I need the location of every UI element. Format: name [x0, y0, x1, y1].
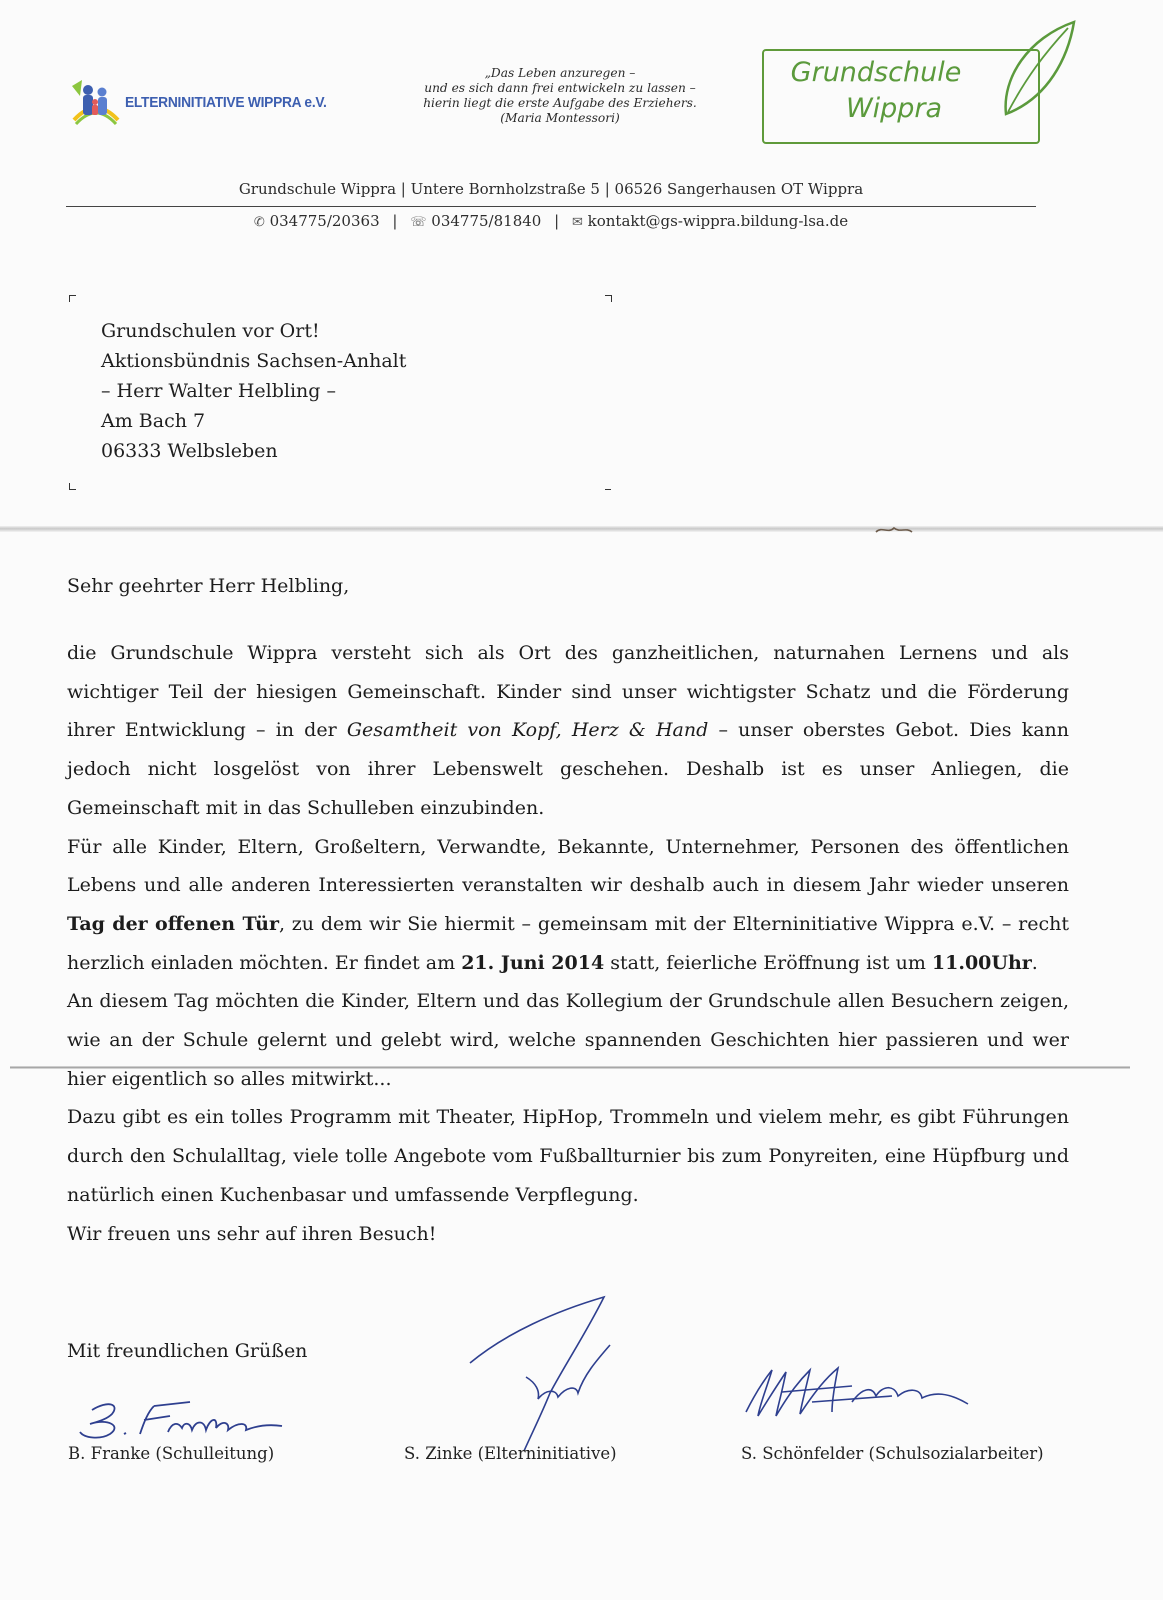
address-window-corner — [69, 295, 76, 302]
letter-body — [67, 634, 1069, 1253]
signatory-name: S. Schönfelder (Schulsozialarbeiter) — [741, 1444, 1044, 1463]
fax-icon: ☏ — [410, 215, 427, 230]
signature-zinke — [466, 1293, 636, 1453]
event-time: 11.00Uhr — [931, 951, 1032, 974]
paragraph: Wir freuen uns sehr auf ihren Besuch! — [67, 1222, 437, 1245]
signatory-name: S. Zinke (Elterninitiative) — [404, 1444, 617, 1463]
closing: Mit freundlichen Grüßen — [67, 1340, 308, 1362]
phone-icon: ✆ — [253, 215, 265, 230]
paper-fold — [0, 526, 1163, 532]
text: die Grundschule Wippra versteht sich als Ort des ganzheitlichen, naturnahen Lernens und als wichtiger Teil der hiesigen Gemeinschaft. Kinder sind unser wichtigster Schatz und die Förderung ihrer Entwicklung – in der — [67, 642, 1069, 742]
family-logo-icon — [70, 76, 122, 128]
recipient-line: Grundschulen vor Ort! — [101, 320, 320, 342]
emphasis: Gesamtheit von Kopf, Herz & Hand — [346, 719, 709, 742]
leaf-icon — [998, 18, 1078, 128]
text: statt, feierliche Eröffnung ist um — [604, 951, 932, 974]
address-window-corner — [605, 483, 611, 490]
address-window-corner — [605, 295, 612, 302]
text: Für alle Kinder, Eltern, Großeltern, Verwandte, Bekannte, Unternehmer, Personen des öffentlichen Lebens und alle anderen Interessierten veranstalten wir deshalb auch in diesem Jahr wieder unseren — [67, 835, 1069, 897]
text: , zu dem wir Sie hiermit – gemeinsam mit der Elterninitiative Wippra e.V. – recht herzlich einladen möchten. Er findet am — [67, 912, 1069, 974]
school-logo-line2: Wippra — [845, 93, 943, 124]
paragraph — [67, 828, 1069, 983]
separator: | — [392, 212, 398, 230]
recipient-address — [101, 316, 406, 466]
school-logo-line1: Grundschule — [790, 57, 962, 88]
recipient-line: – Herr Walter Helbling – — [101, 380, 336, 402]
quote-line: „Das Leben anzuregen – — [484, 66, 636, 80]
paper-spot — [874, 524, 914, 536]
signature-schoenfelder — [742, 1362, 972, 1420]
phone-number: 034775/20363 — [269, 212, 380, 230]
recipient-line: 06333 Welbsleben — [101, 440, 278, 462]
salutation: Sehr geehrter Herr Helbling, — [67, 575, 350, 597]
signature-franke — [78, 1392, 288, 1442]
quote-author: (Maria Montessori) — [500, 111, 620, 125]
elterninitiative-logo — [70, 76, 344, 128]
contact-info — [66, 212, 1036, 230]
fax-number: 034775/81840 — [431, 212, 542, 230]
separator: | — [554, 212, 560, 230]
paragraph: An diesem Tag möchten die Kinder, Eltern und das Kollegium der Grundschule allen Besuchern zeigen, wie an der Schule gelernt und gelebt wird, welche spannenden Geschichten hier passieren und wer hier eigentlich so alles mitwirkt... — [67, 990, 1069, 1090]
elterninitiative-logo-text: ELTERNINITIATIVE WIPPRA e.V. — [125, 93, 327, 111]
recipient-line: Aktionsbündnis Sachsen-Anhalt — [101, 350, 407, 372]
paragraph — [67, 634, 1069, 828]
signatory-name: B. Franke (Schulleitung) — [68, 1444, 275, 1463]
email-icon: ✉ — [571, 215, 583, 230]
event-date: 21. Juni 2014 — [461, 951, 605, 974]
quote-line: hierin liegt die erste Aufgabe des Erziehers. — [423, 96, 697, 110]
quote-line: und es sich dann frei entwickeln zu lassen – — [424, 81, 696, 95]
montessori-quote — [395, 66, 725, 126]
text: – unser oberstes Gebot. Dies kann jedoch nicht losgelöst von ihrer Lebenswelt geschehen. Deshalb ist es unser Anliegen, die Gemeinschaft mit in das Schulleben einzubinden. — [67, 719, 1070, 819]
address-window-corner — [69, 483, 76, 490]
text: . — [1031, 951, 1038, 974]
header-divider — [66, 206, 1036, 207]
recipient-line: Am Bach 7 — [101, 410, 206, 432]
school-address: Grundschule Wippra | Untere Bornholzstraße 5 | 06526 Sangerhausen OT Wippra — [238, 180, 864, 198]
email-address[interactable]: kontakt@gs-wippra.bildung-lsa.de — [587, 212, 849, 230]
paragraph: Dazu gibt es ein tolles Programm mit Theater, HipHop, Trommeln und vielem mehr, es gibt Führungen durch den Schulalltag, viele tolle Angebote vom Fußballturnier bis zum Ponyreiten, eine Hüpfburg und natürlich einen Kuchenbasar und umfassende Verpflegung. — [67, 1106, 1069, 1206]
event-name: Tag der offenen Tür — [67, 912, 279, 935]
